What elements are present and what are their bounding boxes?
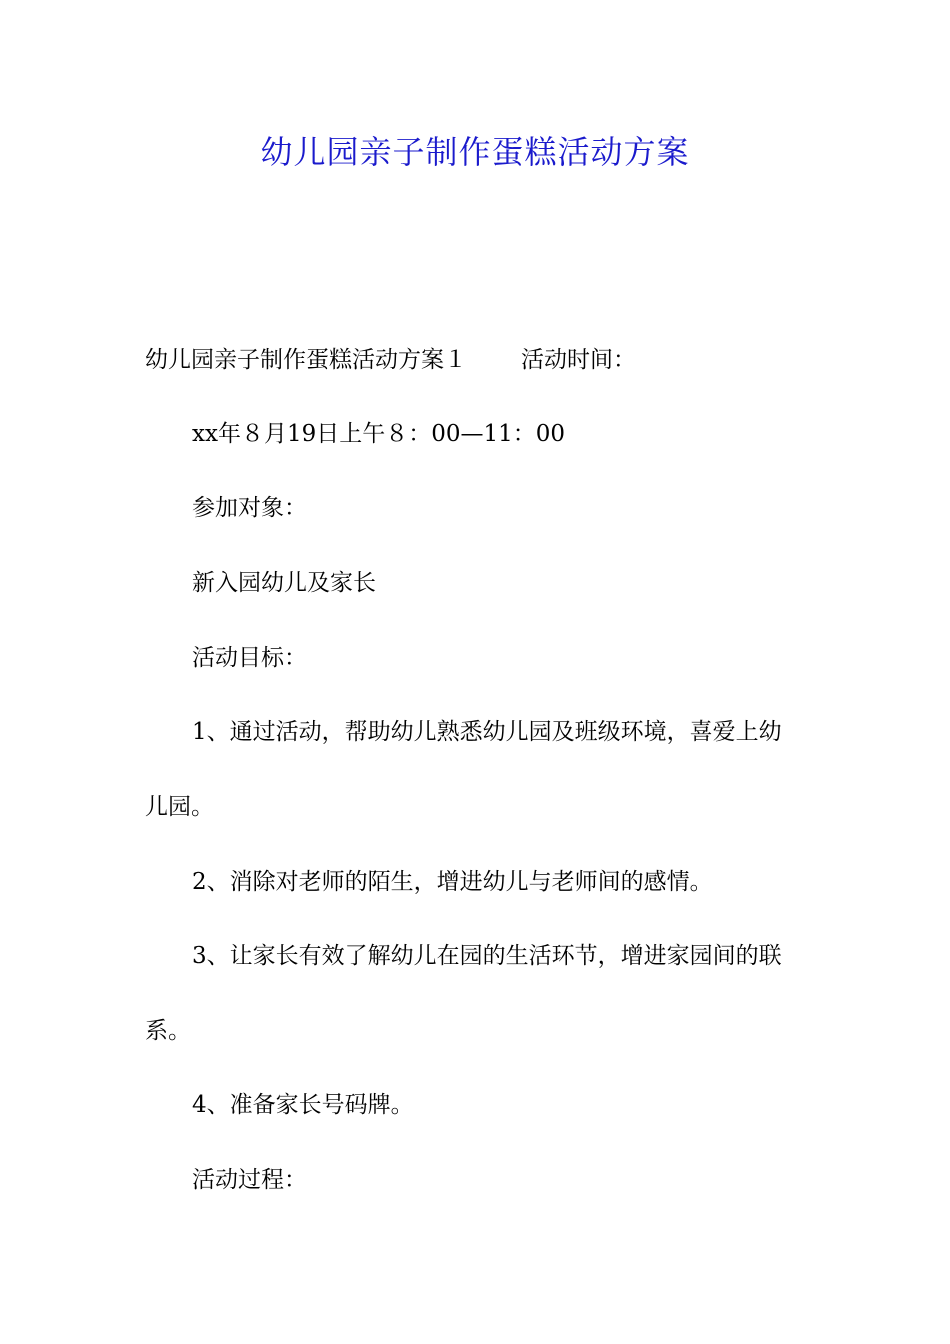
goal-3-line-1: 3、让家长有效了解幼儿在园的生活环节，增进家园间的联 <box>192 943 782 969</box>
goal-4: 4、准备家长号码牌。 <box>192 1092 414 1118</box>
heading-line <box>145 342 815 379</box>
document-title: 幼儿园亲子制作蛋糕活动方案 <box>260 133 690 171</box>
goal-3-line-2: 系。 <box>145 1018 191 1044</box>
goal-2: 2、消除对老师的陌生，增进幼儿与老师间的感情。 <box>192 869 713 895</box>
plan-heading: 幼儿园亲子制作蛋糕活动方案１ <box>145 347 467 373</box>
time-value: xx年８月19日上午８：00—11：00 <box>192 421 566 447</box>
goal-1-line-1: 1、通过活动，帮助幼儿熟悉幼儿园及班级环境，喜爱上幼 <box>192 719 782 745</box>
goals-label: 活动目标： <box>192 645 307 671</box>
goal-1-line-2: 儿园。 <box>145 794 214 820</box>
participants-value: 新入园幼儿及家长 <box>192 570 376 596</box>
process-label: 活动过程： <box>192 1167 307 1193</box>
time-label: 活动时间： <box>521 347 636 373</box>
participants-label: 参加对象： <box>192 495 307 521</box>
